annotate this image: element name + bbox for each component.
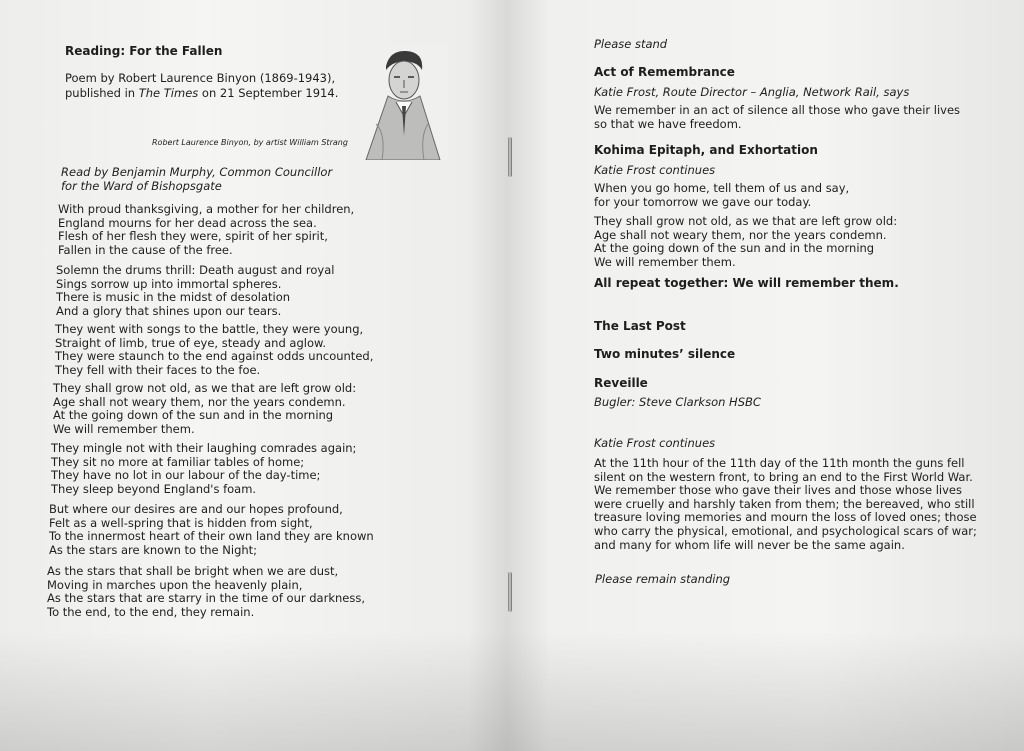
- poem-info-line-2: [65, 86, 338, 101]
- act-speaker: Katie Frost, Route Director – Anglia, Network Rail, says: [594, 85, 910, 99]
- reading-title: Reading: For the Fallen: [65, 44, 223, 58]
- reader-line-1: Read by Benjamin Murphy, Common Councillor: [61, 165, 333, 179]
- closing-text: At the 11th hour of the 11th day of the 11th month the guns fell silent on the western front, to bring an end to the First World War. We remember those who gave their lives and those whose lives were cruelly and harshly taken from them; the bereaved, who still treasure loving memories and mourn the loss of loved ones; those who carry the physical, emotional, and psychological scars of war; and many for whom life will never be the same again.: [594, 456, 977, 552]
- poem-stanza-2: Solemn the drums thrill: Death august and royal Sings sorrow up into immortal spheres. There is music in the midst of desolation And a glory that shines upon our tears.: [56, 263, 335, 318]
- poem-stanza-5: They mingle not with their laughing comrades again; They sit no more at familiar tables of home; They have no lot in our labour of the day-time; They sleep beyond England's foam.: [51, 441, 357, 496]
- poem-stanza-1: With proud thanksgiving, a mother for her children, England mourns for her dead across the sea. Flesh of her flesh they were, spirit of her spirit, Fallen in the cause of the free.: [58, 202, 355, 257]
- remain-standing: Please remain standing: [595, 572, 731, 586]
- poem-info-prefix: published in: [65, 86, 139, 100]
- reveille-title: Reveille: [594, 376, 648, 390]
- last-post-title: The Last Post: [594, 319, 686, 333]
- page-shadow: [0, 631, 1024, 751]
- poem-stanza-4: They shall grow not old, as we that are left grow old: Age shall not weary them, nor the years condemn. At the going down of the sun and in the morning We will remember them.: [53, 381, 357, 436]
- poem-stanza-3: They went with songs to the battle, they were young, Straight of limb, true of eye, steady and aglow. They were staunch to the end against odds uncounted, They fell with their faces to the foe.: [55, 322, 374, 377]
- portrait-caption: Robert Laurence Binyon, by artist William Strang: [152, 138, 348, 147]
- poem-stanza-7: As the stars that shall be bright when we are dust, Moving in marches upon the heavenly plain, As the stars that are starry in the time of our darkness, To the end, to the end, they remain.: [47, 564, 365, 619]
- poem-info-suffix: on 21 September 1914.: [198, 86, 339, 100]
- portrait-image: [356, 44, 448, 160]
- act-of-remembrance-title: Act of Remembrance: [594, 65, 735, 79]
- binyon-portrait-sketch: [356, 44, 448, 160]
- reader-line-2: for the Ward of Bishopsgate: [61, 179, 222, 193]
- act-text: We remember in an act of silence all those who gave their lives so that we have freedom.: [594, 103, 961, 131]
- kohima-speaker: Katie Frost continues: [594, 163, 716, 177]
- all-repeat: All repeat together: We will remember them.: [594, 276, 899, 290]
- staple-top: [508, 137, 512, 177]
- kohima-title: Kohima Epitaph, and Exhortation: [594, 143, 818, 157]
- kohima-text: When you go home, tell them of us and say, for your tomorrow we gave our today.: [594, 181, 850, 209]
- continues-label: Katie Frost continues: [594, 436, 716, 450]
- poem-info-line-1: Poem by Robert Laurence Binyon (1869-1943),: [65, 71, 336, 85]
- staple-bottom: [508, 572, 512, 612]
- exhortation-text: They shall grow not old, as we that are left grow old: Age shall not weary them, nor the years condemn. At the going down of the sun and in the morning We will remember them.: [594, 214, 898, 269]
- poem-stanza-6: But where our desires are and our hopes profound, Felt as a well-spring that is hidden from sight, To the innermost heart of their own land they are known As the stars are known to the Night;: [49, 502, 374, 557]
- bugler: Bugler: Steve Clarkson HSBC: [594, 395, 761, 409]
- please-stand: Please stand: [594, 37, 668, 51]
- silence-title: Two minutes’ silence: [594, 347, 736, 361]
- newspaper-name: The Times: [138, 86, 199, 100]
